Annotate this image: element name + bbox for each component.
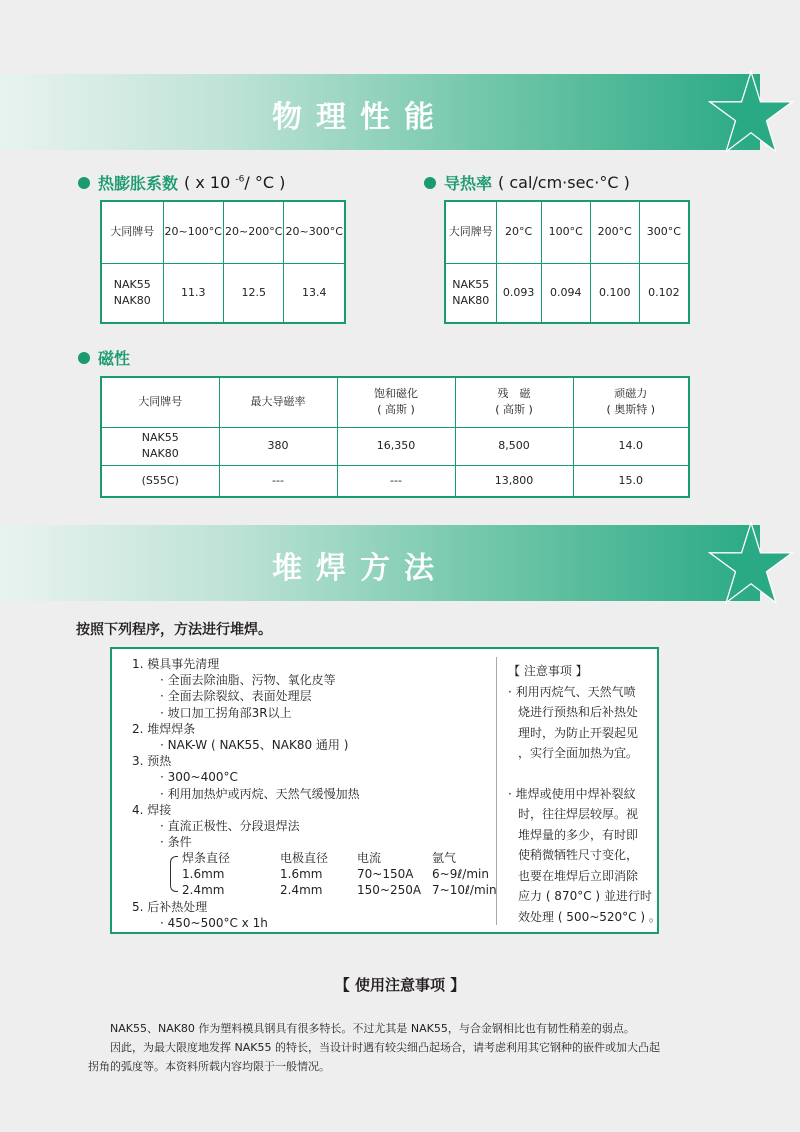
table-row	[101, 465, 689, 497]
welding-conditions-table: 焊条直径 电极直径 电流 氩气 1.6mm 1.6mm 70~150A 6~9ℓ/min 2.4mm 2.4mm 150~250A 7~10ℓ/min	[170, 850, 360, 899]
note-line: 时，往往焊层较厚。视	[518, 807, 639, 821]
usage-title: 【 使用注意事项 】	[334, 976, 466, 994]
bullet-dot-icon	[424, 177, 436, 189]
banner-welding-method	[0, 525, 760, 601]
value-cell: 0.102	[639, 263, 689, 323]
grade-cell: NAK55 NAK80	[445, 263, 496, 323]
note-line: 使稍微牺牲尺寸变化，	[518, 848, 639, 862]
section-thermal-conductivity	[424, 171, 630, 194]
header-cell: 大同牌号	[101, 377, 219, 427]
notes-title: 【 注意事项 】	[508, 664, 588, 678]
step-detail: · 全面去除油脂、污物、氧化皮等	[160, 673, 336, 688]
step-detail: · 利用加热炉或丙烷、天然气缓慢加热	[160, 786, 360, 801]
welding-intro: 按照下列程序，方法进行堆焊。	[76, 622, 272, 638]
value-cell: 11.3	[163, 263, 223, 323]
note-line: · 利用丙烷气、天然气喷	[508, 684, 636, 699]
usage-line: 拐角的弧度等。本资料所载内容均限于一般情况。	[88, 1060, 330, 1073]
header-cell: 大同牌号	[101, 201, 163, 263]
step-title: 1. 模具事先清理	[132, 657, 220, 671]
value-cell: ---	[219, 465, 337, 497]
header-cell: 大同牌号	[445, 201, 496, 263]
value-cell: 16,350	[337, 427, 455, 465]
value-cell: 0.100	[590, 263, 639, 323]
note-line: 也要在堆焊后立即消除	[518, 868, 639, 883]
value-cell: 15.0	[573, 465, 689, 497]
step-detail: · 直流正极性、分段退焊法	[160, 818, 300, 833]
usage-line: NAK55、NAK80 作为塑料模具钢具有很多特长。不过尤其是 NAK55，与合金钢相比也有韧性稍差的弱点。	[110, 1022, 635, 1035]
value-cell: ---	[337, 465, 455, 497]
section-title: 磁性	[98, 349, 131, 368]
banner-physical-properties	[0, 74, 760, 150]
note-line: ，实行全面加热为宜。	[518, 746, 639, 760]
value-cell: 12.5	[223, 263, 283, 323]
header-cell: 20~100°C	[163, 201, 223, 263]
unit-label: ( cal/cm·sec·°C )	[498, 173, 630, 192]
header-cell: 300°C	[639, 201, 689, 263]
grade-cell: NAK55 NAK80	[101, 427, 219, 465]
header-cell: 顽磁力 ( 奥斯特 )	[573, 377, 689, 427]
header-cell: 100°C	[541, 201, 590, 263]
header-cell: 残 磁 ( 高斯 )	[455, 377, 573, 427]
step-detail: · NAK-W ( NAK55、NAK80 通用 )	[160, 737, 349, 752]
step-detail: · 坡口加工拐角部3R以上	[160, 705, 292, 720]
unit-label: ( x 10 $^{-6}$/ °C )	[184, 173, 286, 192]
note-line: 效处理 ( 500~520°C ) 。	[518, 909, 661, 924]
value-cell: 14.0	[573, 427, 689, 465]
bullet-dot-icon	[78, 352, 90, 364]
value-cell: 0.093	[496, 263, 541, 323]
brace-icon	[170, 856, 178, 892]
step-title: 2. 堆焊焊条	[132, 721, 196, 736]
usage-text	[88, 1019, 728, 1076]
header-cell: 饱和磁化 ( 高斯 )	[337, 377, 455, 427]
note-line: 烧进行预热和后补热处	[518, 705, 639, 719]
note-line: 堆焊量的多少，有时即	[518, 827, 639, 842]
note-line: · 堆焊或使用中焊补裂紋	[508, 786, 636, 801]
grade-cell: NAK55 NAK80	[101, 263, 163, 323]
step-detail: · 300~400°C	[160, 770, 238, 785]
step-title: 5. 后补热处理	[132, 900, 208, 915]
usage-line: 因此，为最大限度地发挥 NAK55 的特长，当设计时遇有较尖细凸起场合，请考虑利用其它钢种的嵌件或加大凸起	[110, 1041, 660, 1054]
step-detail: · 450~500°C x 1h	[160, 916, 268, 931]
header-cell: 20~200°C	[223, 201, 283, 263]
value-cell: 13,800	[455, 465, 573, 497]
banner-title: 堆焊方法	[272, 551, 448, 586]
header-cell: 200°C	[590, 201, 639, 263]
value-cell: 8,500	[455, 427, 573, 465]
bullet-dot-icon	[78, 177, 90, 189]
step-title: 4. 焊接	[132, 802, 172, 817]
step-detail: · 全面去除裂紋、表面处理层	[160, 689, 312, 704]
procedure-steps	[132, 656, 497, 932]
divider	[496, 657, 497, 925]
section-title: 热膨胀系数	[98, 174, 179, 193]
section-title: 导热率	[444, 174, 493, 193]
section-thermal-expansion	[78, 171, 285, 194]
thermal-conductivity-table	[444, 200, 690, 324]
header-cell: 最大导磁率	[219, 377, 337, 427]
note-line: 理时，为防止开裂起见	[518, 725, 639, 740]
value-cell: 13.4	[284, 263, 345, 323]
thermal-expansion-table	[100, 200, 346, 324]
header-cell: 20°C	[496, 201, 541, 263]
welding-procedure-box	[110, 647, 659, 934]
header-cell: 20~300°C	[284, 201, 345, 263]
step-title: 3. 预热	[132, 754, 172, 769]
value-cell: 0.094	[541, 263, 590, 323]
step-detail: · 条件	[160, 835, 192, 850]
welding-notes	[508, 661, 661, 927]
grade-cell: (S55C)	[101, 465, 219, 497]
magnetism-table	[100, 376, 690, 498]
banner-title: 物理性能	[272, 100, 448, 135]
value-cell: 380	[219, 427, 337, 465]
table-row	[101, 427, 689, 465]
note-line: 应力 ( 870°C ) 並进行时	[518, 889, 652, 903]
star-icon	[708, 70, 794, 156]
star-icon	[708, 521, 794, 607]
section-magnetism	[78, 346, 130, 369]
